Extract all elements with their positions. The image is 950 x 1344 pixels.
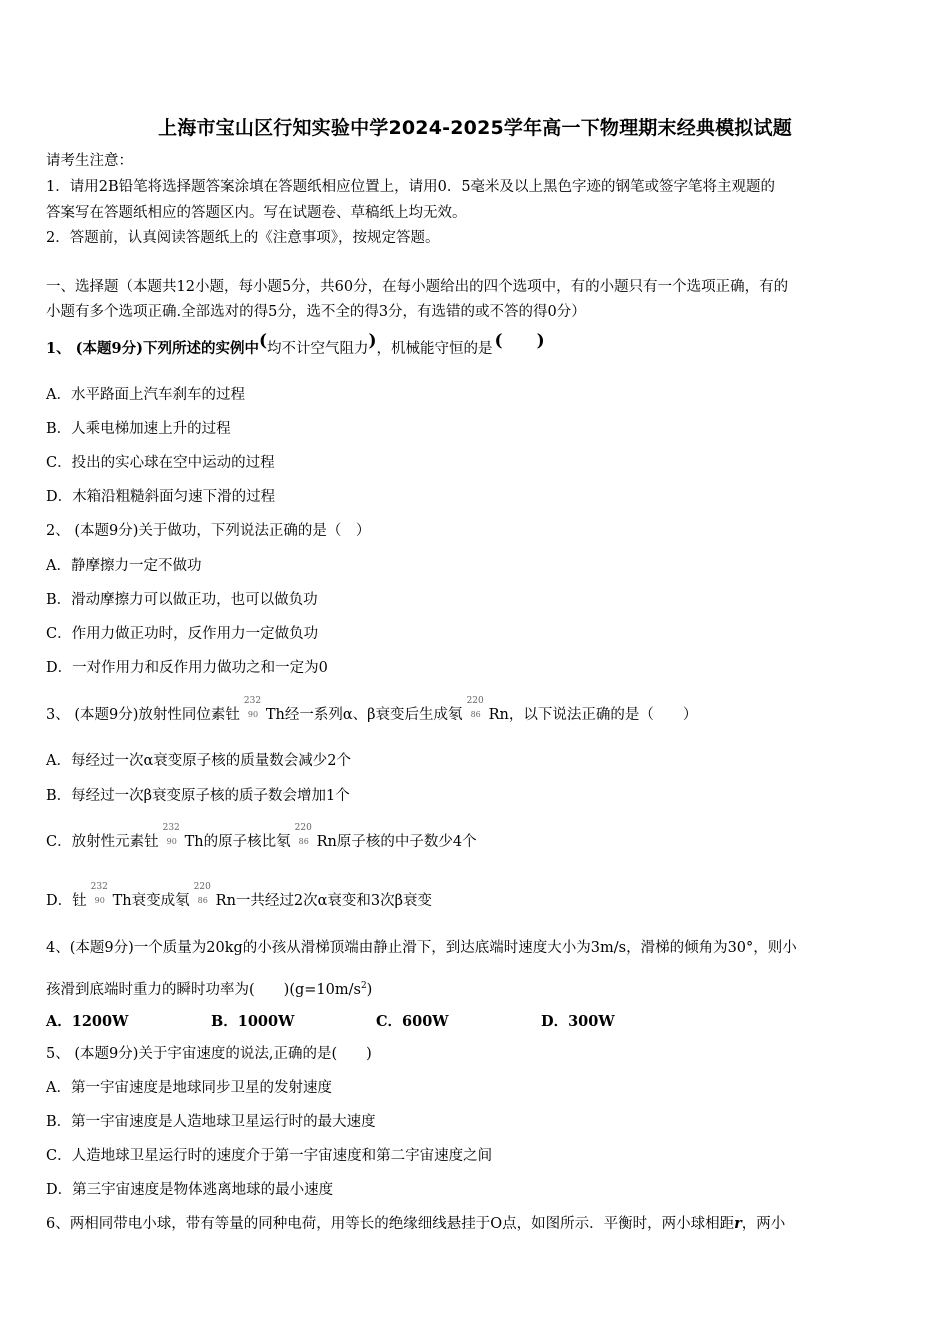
section-intro-line-2: 小题有多个选项正确.全部选对的得5分，选不全的得3分，有选错的或不答的得0分）	[46, 304, 586, 320]
q6-line1-b: ，两小	[741, 1216, 786, 1232]
question-1-stem	[46, 331, 908, 359]
q2-option-c: C．作用力做正功时，反作用力一定做负功	[46, 626, 319, 642]
rn-mass-number: 220	[466, 696, 484, 706]
th-mass-number: 232	[243, 696, 262, 706]
q2-option-b: B．滑动摩擦力可以做正功，也可以做负功	[46, 592, 318, 608]
q1-option-d: D．木箱沿粗糙斜面匀速下滑的过程	[46, 489, 276, 505]
radon-nuclide	[190, 882, 216, 911]
page-title: 上海市宝山区行知实验中学2024-2025学年高一下物理期末经典模拟试题	[158, 117, 792, 139]
question-6-stem	[46, 1214, 908, 1234]
th-atomic-number: 90	[94, 896, 105, 905]
q3-stem-c: Rn，以下说法正确的是（ ）	[488, 707, 698, 723]
q2-option-a: A．静摩擦力一定不做功	[46, 558, 202, 574]
q4-option-d: D．300W	[541, 1013, 615, 1030]
q3-optc-a: C．放射性元素钍	[46, 834, 159, 850]
rn-atomic-number: 86	[197, 896, 208, 905]
thorium-nuclide	[87, 882, 113, 911]
q6-line1-a: 6、两相同带电小球，带有等量的同种电荷，用等长的绝缘细线悬挂于O点，如图所示．平衡时，两小球相距	[46, 1216, 735, 1232]
th-atomic-number: 90	[247, 710, 259, 719]
question-4-stem-line-2	[46, 976, 908, 1000]
th-atomic-number: 90	[166, 837, 177, 846]
q3-optd-c: Rn一共经过2次α衰变和3次β衰变	[215, 893, 433, 909]
notice-item-1-line-1: 1．请用2B铅笔将选择题答案涂填在答题纸相应位置上，请用0．5毫米及以上黑色字迹的钢笔或签字笔将主观题的	[46, 179, 776, 195]
rn-mass-number: 220	[294, 823, 312, 833]
q4-superscript: 2	[360, 981, 367, 991]
rn-atomic-number: 86	[298, 837, 309, 846]
q6-variable-r: r	[734, 1215, 742, 1232]
q1-paren-close: )	[368, 331, 377, 351]
thorium-nuclide	[240, 696, 266, 725]
q4-line2-b: )	[366, 981, 373, 998]
q3-stem-b: Th经一系列α、β衰变后生成氡	[265, 707, 463, 723]
rn-mass-number: 220	[193, 882, 211, 892]
notice-heading: 请考生注意：	[46, 153, 133, 169]
q1-stem-b: 均不计空气阻力	[267, 341, 369, 357]
notice-item-2: 2．答题前，认真阅读答题纸上的《注意事项》，按规定答题。	[46, 230, 440, 246]
q3-optc-c: Rn原子核的中子数少4个	[316, 834, 477, 850]
radon-nuclide	[463, 696, 489, 725]
th-mass-number: 232	[90, 882, 108, 892]
q3-option-d	[46, 882, 908, 911]
q1-option-b: B．人乘电梯加速上升的过程	[46, 421, 231, 437]
notice-item-1-line-2: 答案写在答题纸相应的答题区内。写在试题卷、草稿纸上均无效。	[46, 205, 467, 221]
q3-stem-a: 3、 (本题9分)放射性同位素钍	[46, 707, 240, 723]
q4-option-c: C．600W	[376, 1013, 449, 1030]
thorium-nuclide	[159, 823, 185, 852]
q3-optd-a: D．钍	[46, 893, 87, 909]
q4-option-a: A．1200W	[46, 1013, 129, 1030]
q4-option-b: B．1000W	[211, 1013, 295, 1030]
q1-stem-a: 1、 (本题9分)下列所述的实例中	[46, 340, 259, 357]
q3-option-c	[46, 823, 908, 852]
section-intro-line-1: 一、选择题（本题共12小题，每小题5分，共60分，在每小题给出的四个选项中，有的小题只有一个选项正确，有的	[46, 279, 789, 295]
question-3-stem	[46, 696, 908, 725]
q5-option-a: A．第一宇宙速度是地球同步卫星的发射速度	[46, 1080, 332, 1096]
q1-stem-c: ，机械能守恒的是	[376, 341, 493, 357]
q5-option-c: C．人造地球卫星运行时的速度介于第一宇宙速度和第二宇宙速度之间	[46, 1148, 493, 1164]
q2-option-d: D．一对作用力和反作用力做功之和一定为0	[46, 660, 328, 676]
q3-option-a: A．每经过一次α衰变原子核的质量数会减少2个	[46, 753, 351, 769]
q4-line2-a: 孩滑到底端时重力的瞬时功率为( )(g=10m/s	[46, 981, 361, 998]
question-4-stem-line-1: 4、(本题9分)一个质量为20kg的小孩从滑梯顶端由静止滑下，到达底端时速度大小为3m/s，滑梯的倾角为30°，则小	[46, 940, 797, 956]
question-5-stem: 5、 (本题9分)关于宇宙速度的说法,正确的是( )	[46, 1046, 372, 1062]
radon-nuclide	[291, 823, 317, 852]
th-mass-number: 232	[162, 823, 180, 833]
q1-paren-open: (	[258, 331, 267, 351]
q1-option-c: C．投出的实心球在空中运动的过程	[46, 455, 275, 471]
q3-optc-b: Th的原子核比氡	[184, 834, 291, 850]
question-2-stem: 2、 (本题9分)关于做功，下列说法正确的是（ ）	[46, 523, 371, 539]
q5-option-d: D．第三宇宙速度是物体逃离地球的最小速度	[46, 1182, 334, 1198]
q5-option-b: B．第一宇宙速度是人造地球卫星运行时的最大速度	[46, 1114, 376, 1130]
q3-option-b: B．每经过一次β衰变原子核的质子数会增加1个	[46, 788, 350, 804]
q3-optd-b: Th衰变成氡	[112, 893, 190, 909]
rn-atomic-number: 86	[470, 710, 481, 719]
q1-option-a: A．水平路面上汽车刹车的过程	[46, 387, 245, 403]
q1-answer-parens: ( )	[494, 331, 545, 351]
